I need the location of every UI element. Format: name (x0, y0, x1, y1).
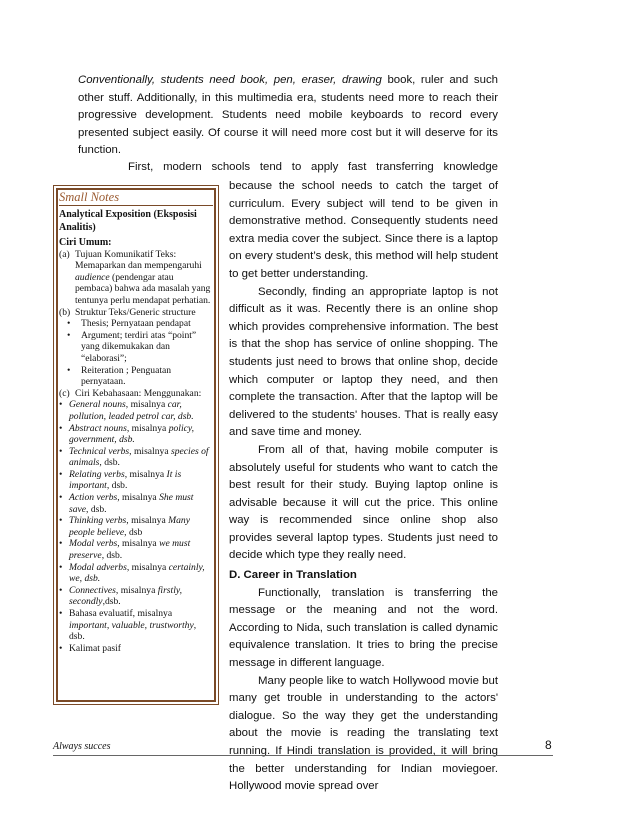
paragraph-2: Secondly, finding an appropriate laptop is not difficult as it was. Recently there is an online shop which provides comprehensive information. The best is that the shop has service of online shopping. The students just need to brows that online shop, decide which computer or laptop they need, and then complete the transaction. After that the laptop will be delivered to the students' houses. That is really easy and save time and money. (229, 285, 498, 439)
main-column (229, 178, 498, 796)
paragraph-3: From all of that, having mobile computer is absolutely useful for students who want to catch the best result for their study. Buying laptop online is advisable because it will cut the price. This online way is recommended since online shop also provides several laptop types. Students just need to decide which type they really need. (229, 443, 498, 562)
footer-divider (53, 755, 553, 756)
language-feature-item: • Technical verbs, misalnya species of animals, dsb. (59, 446, 213, 469)
language-feature-item: • Modal verbs, misalnya we must preserve, dsb. (59, 538, 213, 561)
title-divider (59, 205, 213, 206)
language-feature-item: • Modal adverbs, misalnya certainly, we, dsb. (59, 562, 213, 585)
intro-italic: Conventionally, students need book, pen, eraser, drawing (78, 74, 382, 86)
first-line: First, modern schools tend to apply fast transferring knowledge (128, 161, 498, 173)
point-a: (a) Tujuan Komunikatif Teks: Memaparkan dan mempengaruhi audience (pendengar atau pembaca) bahwa ada masalah yang tentunya perlu mendapat perhatian. (59, 248, 211, 306)
paragraph-5: Many people like to watch Hollywood movie but many get trouble in understanding to the actors' dialogue. So the way they get the understanding about the movie is reading the translating text running. If Hindi translation is provided, it will bring the better understanding for Indian moviegoer. Hollywood movie spread over (229, 674, 498, 793)
small-notes-title: Small Notes (59, 190, 120, 204)
bullet-reiteration: • Reiteration ; Penguatan pernyataan. (59, 365, 213, 388)
language-feature-item: • Action verbs, misalnya She must save, dsb. (59, 492, 213, 515)
paragraph-4: Functionally, translation is transferring the message or the meaning and not the word. According to Nida, such translation is called dynamic equivalence translation. It tries to bring the precise message in different language. (229, 586, 498, 670)
point-c: (c) Ciri Kebahasaan: Menggunakan: (59, 387, 202, 399)
language-features-list (59, 399, 213, 654)
intro-rest: book, ruler and such other stuff. Additionally, in this multimedia era, students need more to reach their progressive development. Students need mobile keyboards to record every presented subject easily. Of course it will need more cost but it will deserve for its function. (78, 74, 498, 157)
page-number: 8 (545, 738, 552, 752)
small-notes-box (53, 185, 219, 705)
section-heading: D. Career in Translation (229, 569, 357, 582)
bullet-argument: • Argument; terdiri atas “point” yang dikemukakan dan “elaborasi”; (59, 330, 213, 365)
language-feature-item: • Abstract nouns, misalnya policy, government, dsb. (59, 423, 213, 446)
ciri-umum-label: Ciri Umum: (59, 236, 112, 248)
intro-paragraph (78, 72, 498, 160)
language-feature-item: • Bahasa evaluatif, misalnya important, valuable, trustworthy, dsb. (59, 608, 213, 643)
point-b: (b) Struktur Teks/Generic structure (59, 306, 196, 318)
language-feature-item: • Relating verbs, misalnya It is important, dsb. (59, 469, 213, 492)
footer-motto: Always succes (53, 741, 111, 752)
notes-heading: Analytical Exposition (Eksposisi Analitis) (59, 208, 197, 233)
language-feature-item: • General nouns, misalnya car, pollution, leaded petrol car, dsb. (59, 399, 213, 422)
language-feature-item: • Kalimat pasif (59, 643, 213, 655)
bullet-thesis: • Thesis; Pernyataan pendapat (59, 318, 213, 330)
paragraph-1: because the school needs to catch the target of curriculum. Every subject will tend to be given in demonstrative method. Consequently students need extra media cover the subject. Since there is a laptop on every student’s desk, this method will help student to get better understanding. (229, 180, 498, 280)
language-feature-item: • Connectives, misalnya firstly, secondly,dsb. (59, 585, 213, 608)
language-feature-item: • Thinking verbs, misalnya Many people believe, dsb (59, 515, 213, 538)
